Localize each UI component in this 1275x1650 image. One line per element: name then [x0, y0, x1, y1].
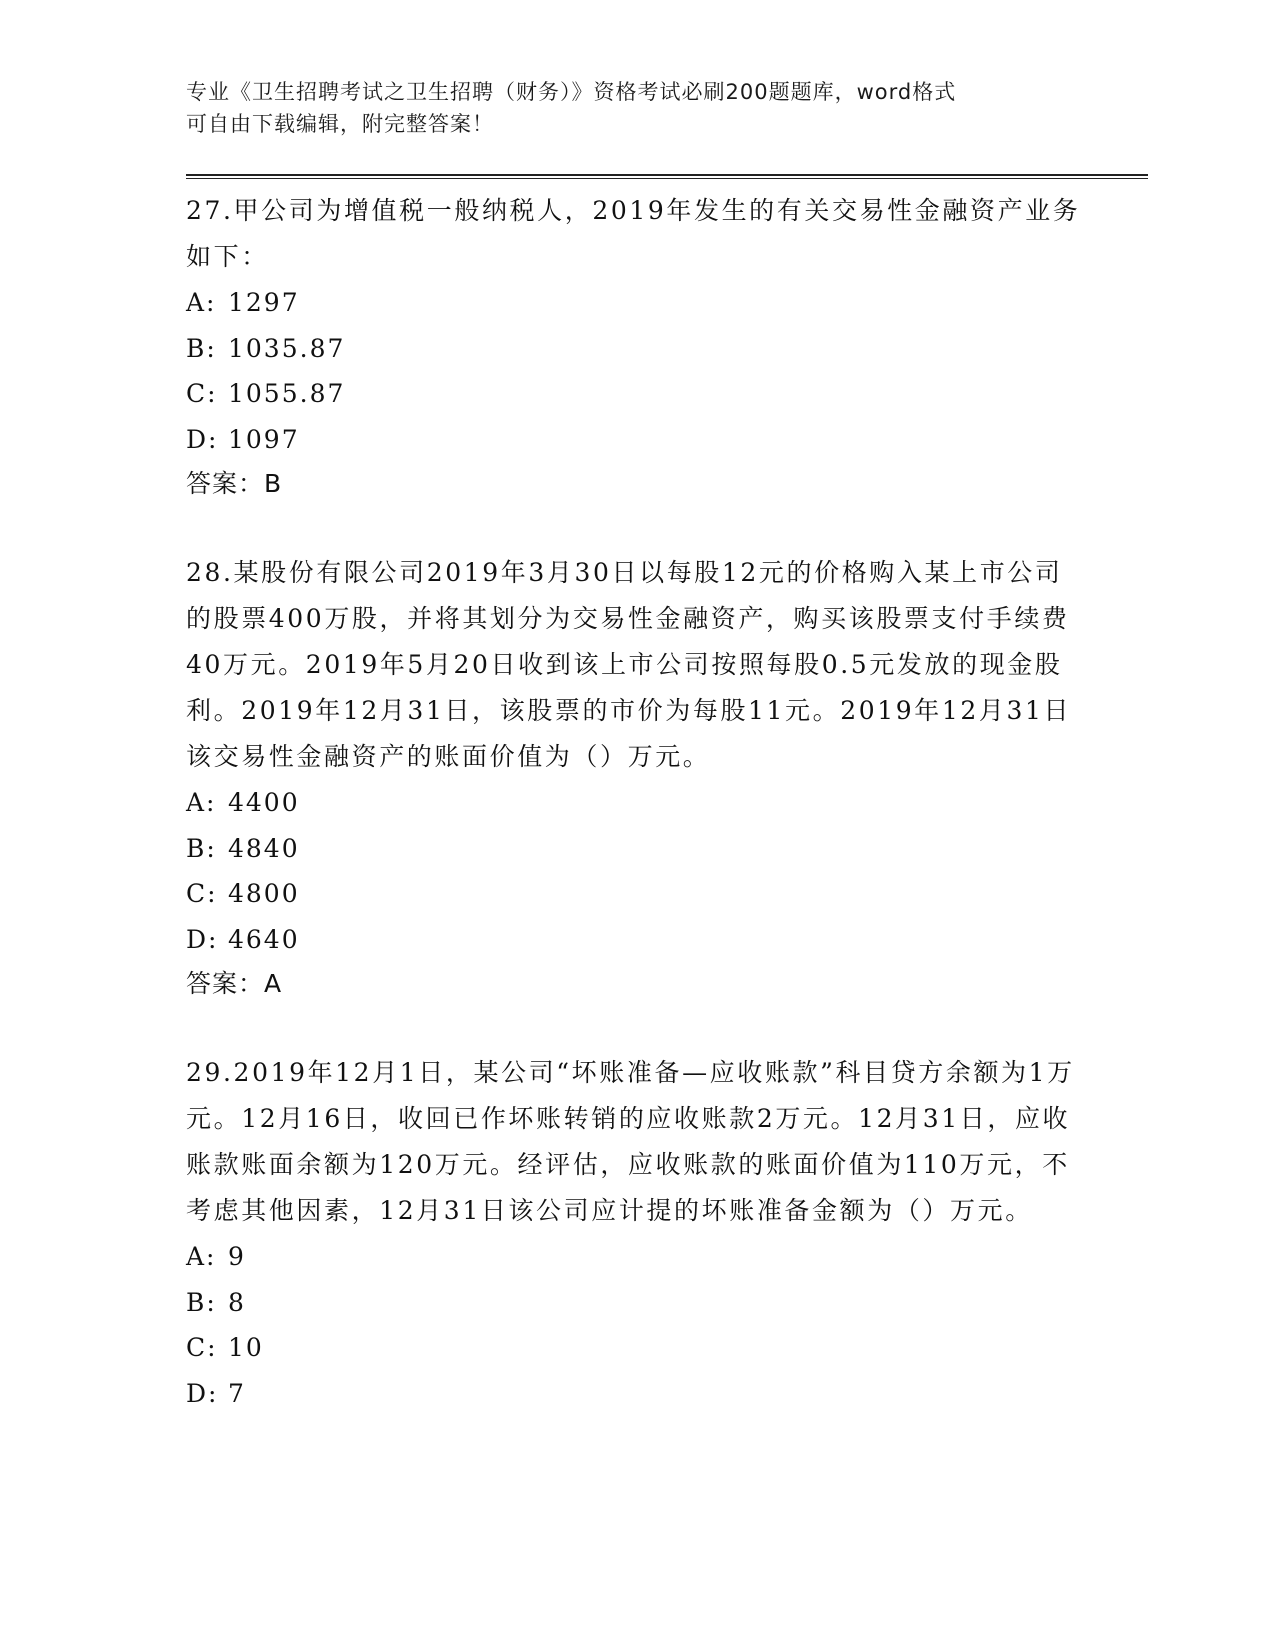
- option-c: [186, 1325, 1086, 1371]
- option-text: 4640: [228, 924, 300, 954]
- option-letter: B:: [186, 1287, 217, 1317]
- option-letter: D:: [186, 424, 219, 454]
- option-text: 10: [228, 1333, 264, 1362]
- option-letter: A:: [186, 1242, 217, 1271]
- option-d: [186, 1371, 1086, 1417]
- option-text: 4400: [228, 788, 300, 817]
- option-letter: B:: [186, 333, 217, 363]
- option-text: 8: [228, 1287, 246, 1317]
- option-text: 1297: [228, 288, 300, 317]
- option-letter: B:: [186, 833, 217, 863]
- question-spacer: [186, 506, 1086, 550]
- option-letter: A:: [186, 288, 217, 317]
- document-header: [186, 76, 1066, 140]
- option-letter: A:: [186, 788, 217, 817]
- option-b: [186, 826, 1086, 872]
- option-c: [186, 371, 1086, 417]
- question-28: [186, 550, 1086, 1006]
- option-letter: C:: [186, 379, 218, 408]
- option-letter: D:: [186, 1378, 219, 1408]
- option-b: [186, 1280, 1086, 1326]
- option-letter: C:: [186, 879, 218, 908]
- option-a: [186, 780, 1086, 826]
- question-29: [186, 1050, 1086, 1416]
- option-text: 1035.87: [228, 333, 346, 363]
- answer-line: 答案：B: [186, 469, 283, 498]
- option-b: [186, 326, 1086, 372]
- option-text: 4800: [228, 879, 300, 908]
- question-stem: 28.某股份有限公司2019年3月30日以每股12元的价格购入某上市公司的股票400万股，并将其划分为交易性金融资产，购买该股票支付手续费40万元。2019年5月20日收到该上市公司按照每股0.5元发放的现金股利。2019年12月31日，该股票的市价为每股11元。2019年12月31日该交易性金融资产的账面价值为（）万元。: [186, 558, 1072, 771]
- answer-line: 答案：A: [186, 969, 283, 998]
- header-divider: [186, 174, 1148, 179]
- question-list: [186, 188, 1086, 1416]
- option-a: [186, 1234, 1086, 1280]
- question-stem: 27.甲公司为增值税一般纳税人，2019年发生的有关交易性金融资产业务如下：: [186, 196, 1081, 271]
- option-text: 9: [228, 1242, 246, 1271]
- option-letter: D:: [186, 924, 219, 954]
- option-text: 1055.87: [228, 379, 346, 408]
- option-a: [186, 280, 1086, 326]
- option-text: 4840: [228, 833, 300, 863]
- option-d: [186, 417, 1086, 463]
- header-title-line-2: 可自由下载编辑，附完整答案！: [186, 112, 494, 136]
- option-text: 1097: [228, 424, 300, 454]
- option-d: [186, 917, 1086, 963]
- option-c: [186, 871, 1086, 917]
- question-stem: 29.2019年12月1日，某公司“坏账准备—应收账款”科目贷方余额为1万元。12月16日，收回已作坏账转销的应收账款2万元。12月31日，应收账款账面余额为120万元。经评估，应收账款的账面价值为110万元，不考虑其他因素，12月31日该公司应计提的坏账准备金额为（）万元。: [186, 1058, 1075, 1225]
- option-text: 7: [228, 1378, 246, 1408]
- question-27: [186, 188, 1086, 506]
- option-letter: C:: [186, 1333, 218, 1362]
- question-spacer: [186, 1006, 1086, 1050]
- header-title-line-1: 专业《卫生招聘考试之卫生招聘（财务）》资格考试必刷200题题库，word格式: [186, 80, 957, 104]
